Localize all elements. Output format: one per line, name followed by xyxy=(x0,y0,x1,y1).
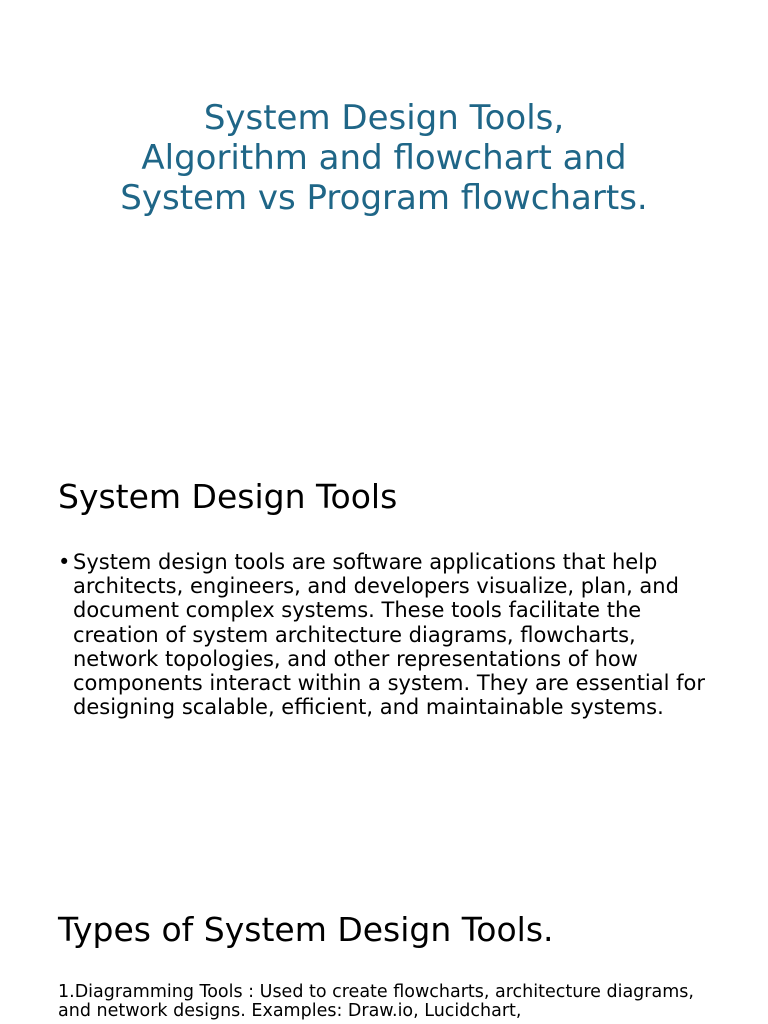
system-design-tools-heading: System Design Tools xyxy=(58,477,398,516)
title-line-1: System Design Tools, xyxy=(203,98,565,138)
numbered-item-1: 1.Diagramming Tools : Used to create flowcharts, architecture diagrams, and network designs. Examples: Draw.io, Lucidchart, xyxy=(58,982,694,1021)
slide-title xyxy=(60,98,708,218)
bullet-list xyxy=(58,550,718,719)
bullet-text: System design tools are software applications that help architects, engineers, and developers visualize, plan, and document complex systems. These tools facilitate the creation of system architecture diagrams, flowcharts, network topologies, and other representations of how components interact within a system. They are essential for designing scalable, efficient, and maintainable systems. xyxy=(73,550,706,720)
types-heading: Types of System Design Tools. xyxy=(58,910,554,949)
title-line-3: System vs Program flowcharts. xyxy=(120,178,648,218)
bullet-item xyxy=(58,550,718,719)
bullet-icon: • xyxy=(58,550,71,574)
title-line-2: Algorithm and flowchart and xyxy=(141,138,627,178)
